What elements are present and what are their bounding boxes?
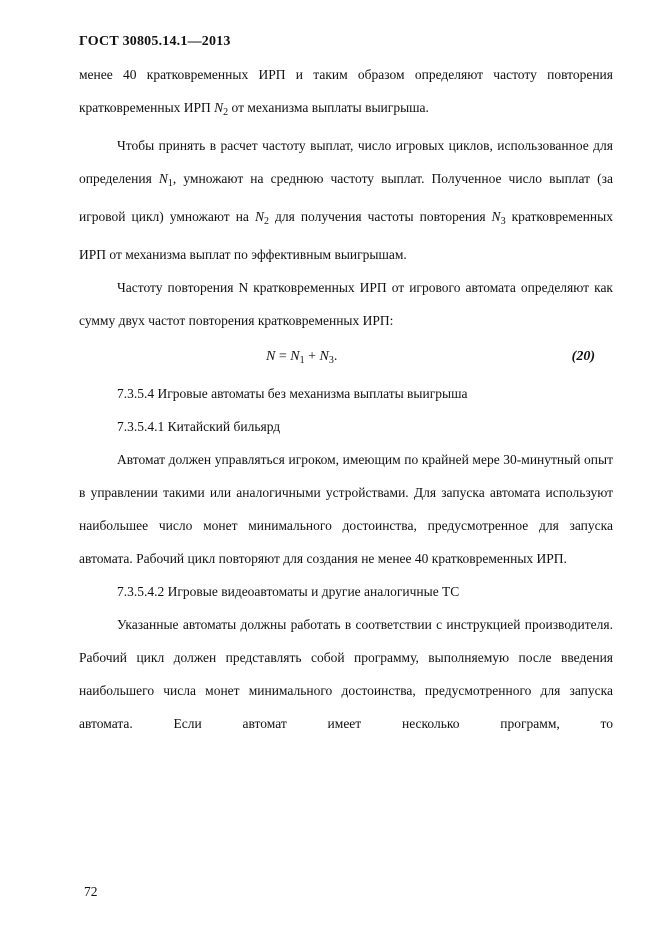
paragraph-text: от механизма выплаты выигрыша.	[228, 100, 429, 115]
subsection-heading: 7.3.5.4.2 Игровые видеоавтоматы и другие аналогичные ТС	[117, 584, 460, 599]
formula-expression: $N = N_1 + N_3$.	[266, 349, 338, 366]
document-header: ГОСТ 30805.14.1—2013	[79, 34, 231, 49]
page-number: 72	[84, 884, 98, 899]
paragraph-text: Чтобы принять в расчет частоту выплат, число игровых циклов, использованное для определения	[79, 138, 613, 186]
paragraph-payout-frequency	[79, 129, 613, 271]
paragraph-total-frequency: Частоту повторения N кратковременных ИРП от игрового автомата определяют как сумму двух частот повторения кратковременных ИРП:	[79, 280, 613, 328]
paragraph-text: менее 40 кратковременных ИРП и таким образом определяют частоту повторения кратковременных ИРП	[79, 67, 613, 115]
page-body	[79, 58, 613, 740]
variable-n3: $N_3$	[491, 209, 506, 227]
paragraph-text: кратковременных ИРП от механизма выплат по эффективным выигрышам.	[79, 209, 613, 262]
paragraph-chinese-billiard: Автомат должен управляться игроком, имеющим по крайней мере 30-минутный опыт в управлении такими или аналогичными устройствами. Для запуска автомата используют наибольшее число монет минимального достоинства, предусмотренное для запуска автомата. Рабочий цикл повторяют для создания не менее 40 кратковременных ИРП.	[79, 452, 613, 566]
variable-n2: $N_2$	[254, 209, 269, 227]
subsection-heading: 7.3.5.4.1 Китайский бильярд	[117, 419, 281, 434]
paragraph-text: , умножают на среднюю частоту выплат. Полученное число выплат (за игровой цикл) умножают на	[79, 171, 613, 224]
section-heading: 7.3.5.4 Игровые автоматы без механизма выплаты выигрыша	[117, 386, 468, 401]
paragraph-text: для получения частоты повторения	[268, 209, 492, 224]
paragraph-video-machines: Указанные автоматы должны работать в соответствии с инструкцией производителя. Рабочий цикл должен представлять собой программу, выполняемую после введения наибольшего числа монет минимального достоинства, предусмотренного для запуска автомата. Если автомат имеет несколько программ, то	[79, 617, 613, 731]
paragraph-continuation	[79, 58, 613, 129]
formula-number: (20)	[571, 349, 595, 364]
formula-20	[79, 337, 613, 377]
variable-n1: $N_1$	[158, 171, 173, 189]
variable-n2: $N_2$	[214, 100, 229, 118]
